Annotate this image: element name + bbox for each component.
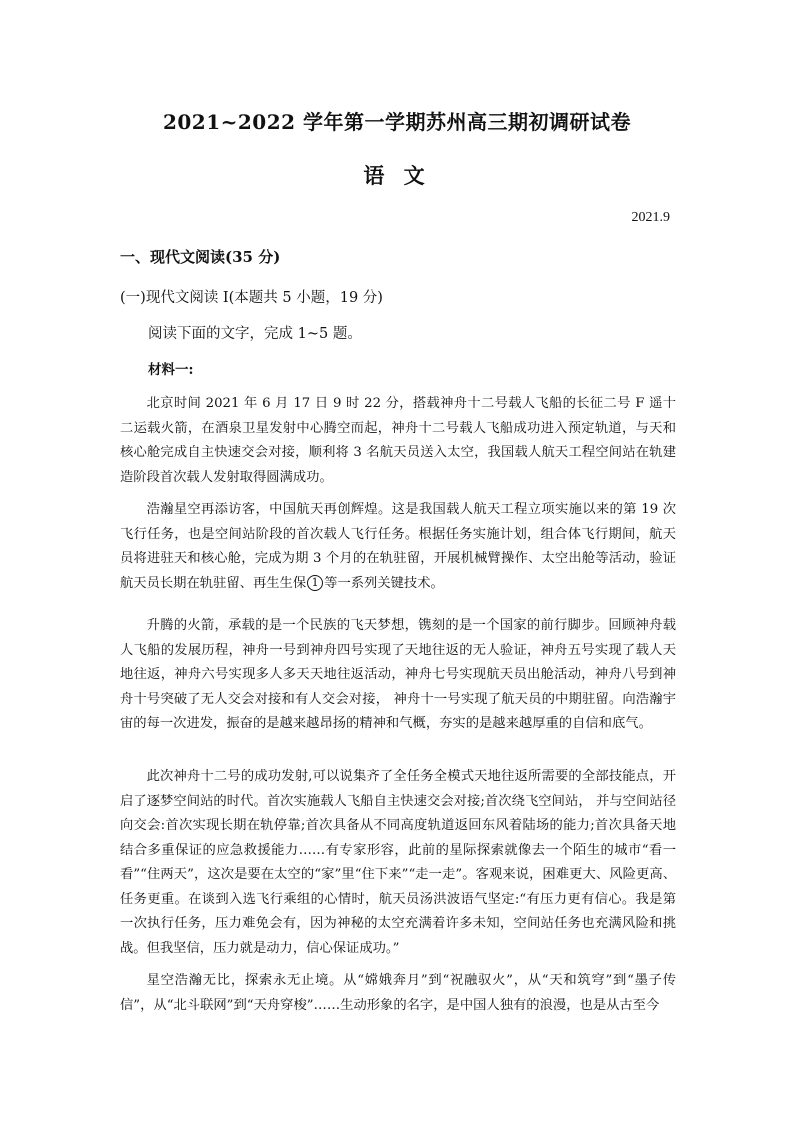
paragraph-2-part-a: 浩瀚星空再添访客，中国航天再创辉煌。这是我国载人航天工程立项实施以来的第 19 次飞行任务，也是空间站阶段的首次载人飞行任务。根据任务实施计划，组合体飞行期间，航天员将进驻天和核心舱，完成为期 3 个月的在轨驻留，开展机械臂操作、太空出舱等活动，验证航天员长期在轨驻留、再生生保 (120, 502, 676, 591)
material-label: 材料一: (148, 362, 194, 378)
circled-number-marker: 1 (307, 575, 323, 591)
exam-title: 2021~2022 学年第一学期苏州高三期初调研试卷 (162, 110, 632, 134)
paragraph-2 (120, 498, 676, 596)
paragraph-5: 星空浩瀚无比，探索永无止境。从“嫦娥奔月”到“祝融驭火”，从“天和筑穹”到“墨子传信”，从“北斗联网”到“天舟穿梭”……生动形象的名字，是中国人独有的浪漫，也是从古至今 (120, 973, 676, 1013)
paragraph-3: 升腾的火箭，承载的是一个民族的飞天梦想，镌刻的是一个国家的前行脚步。回顾神舟载人飞船的发展历程，神舟一号到神舟四号实现了天地往返的无人验证，神舟五号实现了载人天地往返，神舟六号实现多人多天天地往返活动，神舟七号实现航天员出舱活动，神舟八号到神舟十号突破了无人交会对接和有人交会对接， 神舟十一号实现了航天员的中期驻留。向浩瀚宇宙的每一次进发，振奋的是越来越昂扬的精神和气概，夯实的是越来越厚重的自信和底气。 (120, 618, 676, 731)
exam-date: 2021.9 (631, 210, 670, 225)
subject-title: 语 文 (363, 163, 431, 188)
paragraph-1: 北京时间 2021 年 6 月 17 日 9 时 22 分，搭载神舟十二号载人飞船的长征二号 F 遥十二运载火箭，在酒泉卫星发射中心腾空而起，神舟十二号载人飞船成功进入预定轨道，与天和核心舱完成自主快速交会对接，顺利将 3 名航天员送入太空，我国载人航天工程空间站在轨建造阶段首次载人发射取得圆满成功。 (120, 396, 676, 485)
section-heading: 一、现代文阅读(35 分) (120, 248, 281, 266)
reading-instruction: 阅读下面的文字，完成 1~5 题。 (148, 326, 362, 342)
subsection-heading: (一)现代文阅读 I(本题共 5 小题，19 分) (120, 290, 383, 306)
paragraph-4: 此次神舟十二号的成功发射,可以说集齐了全任务全模式天地往返所需要的全部技能点，开启了逐梦空间站的时代。首次实施载人飞船自主快速交会对接;首次绕飞空间站， 并与空间站径向交会:首次实现长期在轨停靠;首次具备从不同高度轨道返回东风着陆场的能力;首次具备天地结合多重保证的应急救援能力……有专家形容，此前的星际探索就像去一个陌生的城市“看一看”“住两天”，这次是要在太空的“家”里“住下来”“走一走”。客观来说，困难更大、风险更高、任务更重。在谈到入选飞行乘组的心情时，航天员汤洪波语气坚定:“有压力更有信心。我是第一次执行任务，压力难免会有，因为神秘的太空充满着许多未知，空间站任务也充满风险和挑战。但我坚信，压力就是动力，信心保证成功。” (120, 769, 676, 956)
paragraph-2-part-b: 等一系列关键技术。 (324, 575, 444, 591)
